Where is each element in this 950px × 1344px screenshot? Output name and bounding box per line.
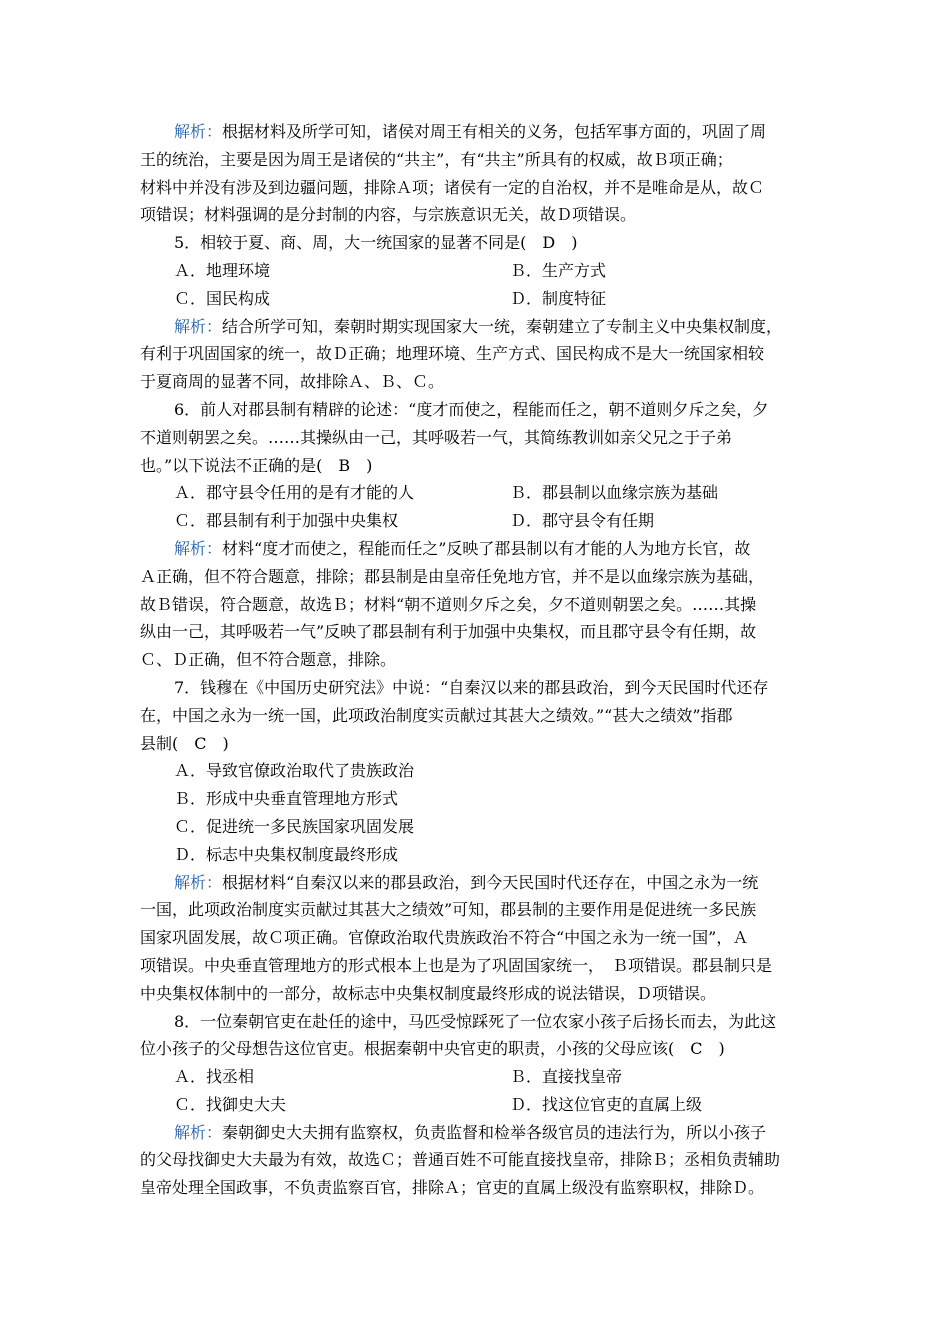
line-text: 项错误。中央垂直管理地方的形式根本上也是为了巩固国家统一， Ｂ项错误。郡县制只是 [140,955,773,975]
analysis-line [140,952,820,980]
analysis-line [140,591,820,619]
option-row [140,479,820,507]
line-text: 中央集权体制中的一部分，故标志中央集权制度最终形成的说法错误，Ｄ项错误。 [140,983,717,1003]
answer-option: Ｃ．国民构成 [174,288,271,308]
line-text: 县制( C ) [140,733,229,753]
option-row [140,1063,820,1091]
answer-option: Ａ．导致官僚政治取代了贵族政治 [174,761,415,781]
question-block [140,229,820,312]
line-text: 项错误；材料强调的是分封制的内容，与宗族意识无关，故Ｄ项错误。 [140,205,637,225]
question-line [140,1035,820,1063]
line-text: 皇帝处理全国政事，不负责监察百官，排除Ａ；官吏的直属上级没有监察职权，排除Ｄ。 [140,1178,765,1198]
line-text: 不道则朝罢之矣。……其操纵由一己，其呼吸若一气，其简练教训如亲父兄之于子弟 [140,427,733,447]
analysis-line [140,1119,820,1147]
analysis-label: 解析： [174,122,223,141]
line-text: 结合所学可知，秦朝时期实现国家大一统，秦朝建立了专制主义中央集权制度， [222,316,783,336]
analysis-line [140,924,820,952]
line-text: 7．钱穆在《中国历史研究法》中说：“自秦汉以来的郡县政治，到今天民国时代还存 [174,677,769,697]
answer-option: Ｂ．郡县制以血缘宗族为基础 [510,483,719,503]
answer-option: Ｄ．找这位官吏的直属上级 [510,1094,703,1114]
analysis-line [140,535,820,563]
question-line [140,424,820,452]
analysis-label: 解析： [174,538,223,558]
analysis-line [140,869,820,897]
answer-option: Ａ．地理环境 [174,260,271,280]
question-line [140,452,820,480]
question-line [140,229,820,257]
line-text: 位小孩子的父母想告这位官吏。根据秦朝中央官吏的职责，小孩的父母应该( C ) [140,1039,725,1059]
answer-option: Ｄ．标志中央集权制度最终形成 [174,844,399,864]
line-text: 在，中国之永为一统一国，此项政治制度实贡献过其甚大之绩效。”“甚大之绩效”指郡 [140,705,733,725]
answer-option: Ｄ．郡守县令有任期 [510,511,655,531]
analysis-block [140,869,820,1008]
line-text: 国家巩固发展，故Ｃ项正确。官僚政治取代贵族政治不符合“中国之永为一统一国”，Ａ [140,928,749,948]
answer-option: Ｃ．郡县制有利于加强中央集权 [174,511,399,531]
option-row [140,1091,820,1119]
analysis-block [140,1119,820,1202]
analysis-line [140,174,820,202]
option-row [140,285,820,313]
document-page [140,118,820,1202]
line-text: Ｃ、Ｄ正确，但不符合题意，排除。 [140,650,397,670]
analysis-line [140,368,820,396]
analysis-line [140,313,820,341]
question-line [140,1008,820,1036]
analysis-block [140,313,820,396]
line-text: 秦朝御史大夫拥有监察权，负责监督和检举各级官员的违法行为，所以小孩子 [222,1122,767,1142]
line-text: 根据材料及所学可知，诸侯对周王有相关的义务，包括军事方面的，巩固了周 [222,122,767,141]
analysis-line [140,146,820,174]
line-text: 材料“度才而使之，程能而任之”反映了郡县制以有才能的人为地方长官，故 [222,538,751,558]
analysis-label: 解析： [174,316,223,336]
analysis-label: 解析： [174,872,223,892]
line-text: 根据材料“自秦汉以来的郡县政治，到今天民国时代还存在，中国之永为一统 [222,872,759,892]
analysis-line [140,340,820,368]
answer-option: Ｄ．制度特征 [510,288,607,308]
line-text: 5．相较于夏、商、周，大一统国家的显著不同是( D ) [174,233,578,253]
line-text: 8．一位秦朝官吏在赴任的途中，马匹受惊踩死了一位农家小孩子后扬长而去，为此这 [174,1011,777,1031]
line-text: 6．前人对郡县制有精辟的论述：“度才而使之，程能而任之，朝不道则夕斥之矣，夕 [174,399,769,419]
question-line [140,702,820,730]
line-text: 于夏商周的显著不同，故排除Ａ、Ｂ、Ｃ。 [140,372,445,392]
line-text: 故Ｂ错误，符合题意，故选Ｂ；材料“朝不道则夕斥之矣，夕不道则朝罢之矣。……其操 [140,594,757,614]
question-block [140,396,820,535]
analysis-line [140,896,820,924]
answer-option: Ｃ．找御史大夫 [174,1094,287,1114]
line-text: 一国，此项政治制度实贡献过其甚大之绩效”可知，郡县制的主要作用是促进统一多民族 [140,900,757,920]
line-text: 纵由一己，其呼吸若一气”反映了郡县制有利于加强中央集权，而且郡守县令有任期，故 [140,622,757,642]
analysis-line [140,980,820,1008]
option-row [140,257,820,285]
analysis-line [140,618,820,646]
analysis-block [140,118,820,229]
analysis-line [140,1174,820,1202]
analysis-line [140,201,820,229]
answer-option: Ａ．找丞相 [174,1067,255,1087]
line-text: 王的统治，主要是因为周王是诸侯的“共主”，有“共主”所具有的权威，故Ｂ项正确； [140,149,733,169]
line-text: 的父母找御史大夫最为有效，故选Ｃ；普通百姓不可能直接找皇帝，排除Ｂ；丞相负责辅助 [140,1150,781,1170]
line-text: Ａ正确，但不符合题意，排除；郡县制是由皇帝任免地方官，并不是以血缘宗族为基础， [140,566,765,586]
answer-option: Ｂ．形成中央垂直管理地方形式 [174,789,399,809]
line-text: 有利于巩固国家的统一，故Ｄ正确；地理环境、生产方式、国民构成不是大一统国家相较 [140,344,765,364]
answer-option: Ｂ．直接找皇帝 [510,1067,623,1087]
analysis-block [140,535,820,674]
line-text: 也。”以下说法不正确的是( B ) [140,455,373,475]
analysis-label: 解析： [174,1122,223,1142]
line-text: 材料中并没有涉及到边疆问题，排除Ａ项；诸侯有一定的自治权，并不是唯命是从，故Ｃ [140,177,765,197]
analysis-line [140,118,820,146]
analysis-line [140,1146,820,1174]
question-block [140,1008,820,1119]
analysis-line [140,563,820,591]
question-block [140,674,820,869]
answer-option: Ｃ．促进统一多民族国家巩固发展 [174,816,415,836]
question-line [140,674,820,702]
option-row [140,507,820,535]
question-line [140,396,820,424]
question-line [140,730,820,758]
analysis-line [140,646,820,674]
answer-option: Ｂ．生产方式 [510,260,607,280]
answer-option: Ａ．郡守县令任用的是有才能的人 [174,483,415,503]
